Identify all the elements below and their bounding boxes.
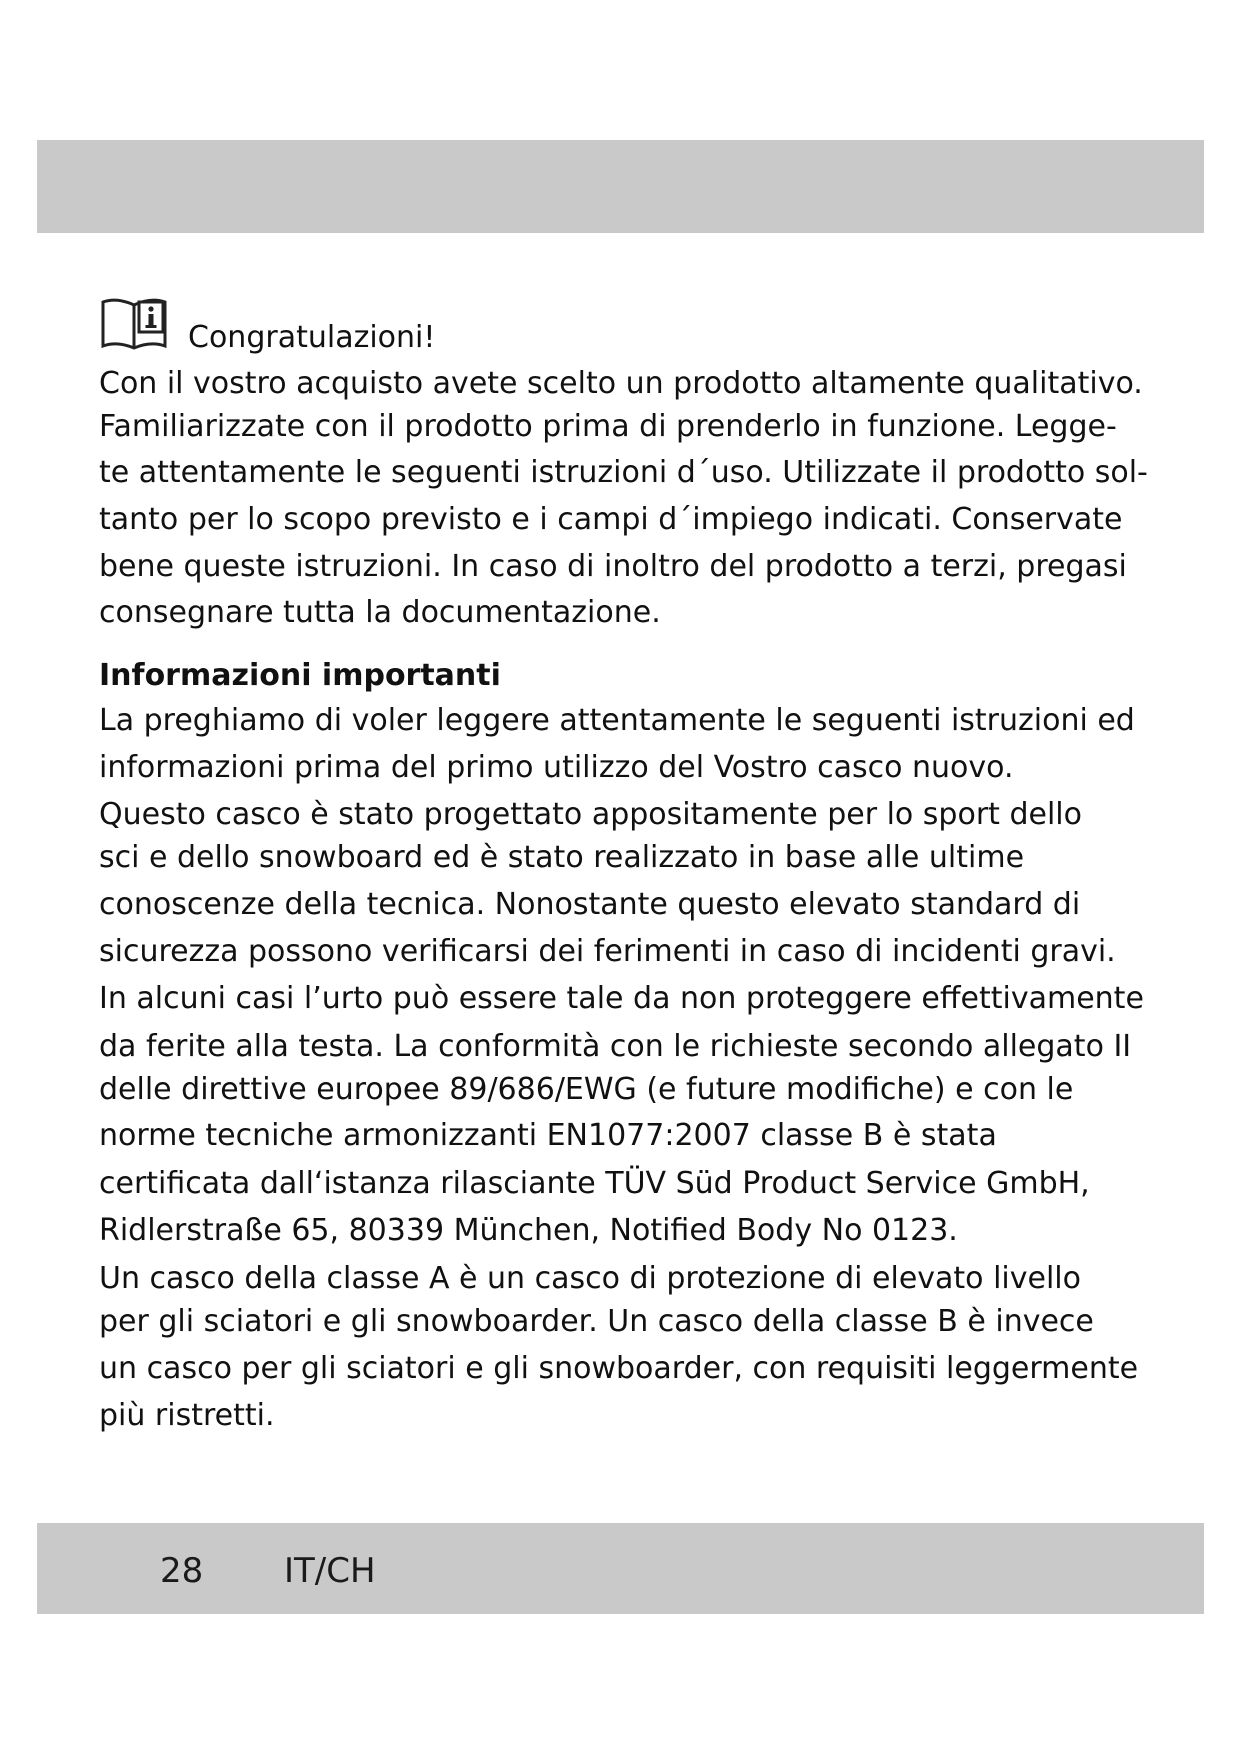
intro-line: Con il vostro acquisto avete scelto un prodotto altamente qualitativo. bbox=[99, 366, 1143, 401]
body-line: Questo casco è stato progettato appositamente per lo sport dello bbox=[99, 797, 1082, 832]
body-line: Ridlerstraße 65, 80339 München, Notified Body No 0123. bbox=[99, 1213, 958, 1248]
footer-band bbox=[37, 1523, 1204, 1614]
body-line: La preghiamo di voler leggere attentamente le seguenti istruzioni ed bbox=[99, 703, 1135, 738]
body-line: per gli sciatori e gli snowboarder. Un casco della classe B è invece bbox=[99, 1304, 1094, 1339]
intro-line: bene queste istruzioni. In caso di inoltro del prodotto a terzi, pregasi bbox=[99, 549, 1127, 584]
body-line: sicurezza possono verificarsi dei ferimenti in caso di incidenti gravi. bbox=[99, 934, 1116, 969]
body-line: sci e dello snowboard ed è stato realizzato in base alle ultime bbox=[99, 840, 1025, 875]
book-info-icon bbox=[99, 296, 169, 350]
body-line: conoscenze della tecnica. Nonostante questo elevato standard di bbox=[99, 887, 1081, 922]
intro-line: tanto per lo scopo previsto e i campi d´impiego indicati. Conservate bbox=[99, 502, 1123, 537]
body-line: da ferite alla testa. La conformità con le richieste secondo allegato II bbox=[99, 1029, 1132, 1064]
greeting-title: Congratulazioni! bbox=[188, 320, 436, 355]
intro-line: consegnare tutta la documentazione. bbox=[99, 595, 661, 630]
section-heading: Informazioni importanti bbox=[99, 658, 501, 693]
body-line: norme tecniche armonizzanti EN1077:2007 classe B è stata bbox=[99, 1118, 997, 1153]
language-code: IT/CH bbox=[284, 1551, 376, 1591]
page-number: 28 bbox=[160, 1551, 204, 1591]
header-band bbox=[37, 140, 1204, 233]
body-line: Un casco della classe A è un casco di protezione di elevato livello bbox=[99, 1261, 1081, 1296]
intro-line: te attentamente le seguenti istruzioni d´uso. Utilizzate il prodotto sol- bbox=[99, 455, 1148, 490]
body-line: delle direttive europee 89/686/EWG (e future modifiche) e con le bbox=[99, 1072, 1074, 1107]
body-line: un casco per gli sciatori e gli snowboarder, con requisiti leggermente bbox=[99, 1351, 1139, 1386]
body-line: certificata dall‘istanza rilasciante TÜV Süd Product Service GmbH, bbox=[99, 1166, 1090, 1201]
body-line: informazioni prima del primo utilizzo del Vostro casco nuovo. bbox=[99, 750, 1014, 785]
body-line: In alcuni casi l’urto può essere tale da non proteggere effettivamente bbox=[99, 981, 1144, 1016]
body-line: più ristretti. bbox=[99, 1398, 275, 1433]
intro-line: Familiarizzate con il prodotto prima di prenderlo in funzione. Legge- bbox=[99, 409, 1117, 444]
